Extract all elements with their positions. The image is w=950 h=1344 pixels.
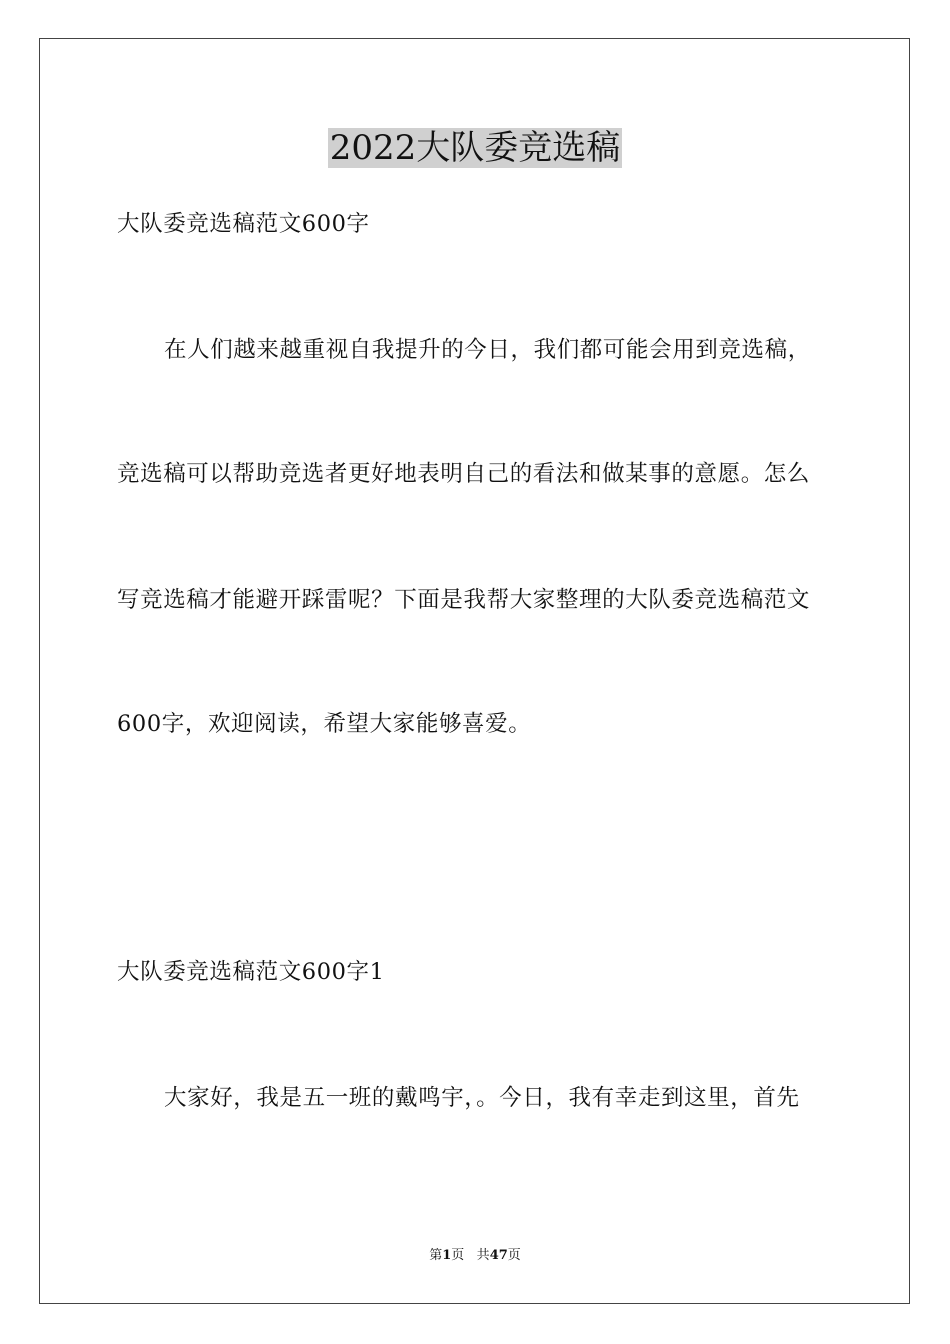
section-heading: 大队委竞选稿范文600字1: [117, 959, 385, 985]
footer-total-suffix: 页: [507, 1248, 521, 1263]
page-footer: [0, 1247, 950, 1265]
paragraph-line-2: 竞选稿可以帮助竞选者更好地表明自己的看法和做某事的意愿。怎么: [117, 461, 811, 487]
paragraph-line-4: 600字，欢迎阅读，希望大家能够喜爱。: [117, 711, 532, 737]
subtitle: 大队委竞选稿范文600字: [117, 211, 370, 237]
footer-total-prefix: 共: [476, 1248, 490, 1263]
section-paragraph-line-1: 大家好，我是五一班的戴鸣宇，。今日，我有幸走到这里，首先: [164, 1085, 800, 1111]
footer-page-prefix: 第: [429, 1248, 443, 1263]
footer-page-number: 1: [442, 1248, 452, 1263]
document-title: [0, 126, 950, 170]
paragraph-line-3: 写竞选稿才能避开踩雷呢？下面是我帮大家整理的大队委竞选稿范文: [117, 587, 811, 613]
footer-total-pages: 47: [489, 1248, 508, 1263]
document-title-text: 2022大队委竞选稿: [329, 128, 621, 168]
footer-page-suffix: 页: [451, 1248, 465, 1263]
paragraph-line-1: 在人们越来越重视自我提升的今日，我们都可能会用到竞选稿，: [164, 337, 811, 363]
